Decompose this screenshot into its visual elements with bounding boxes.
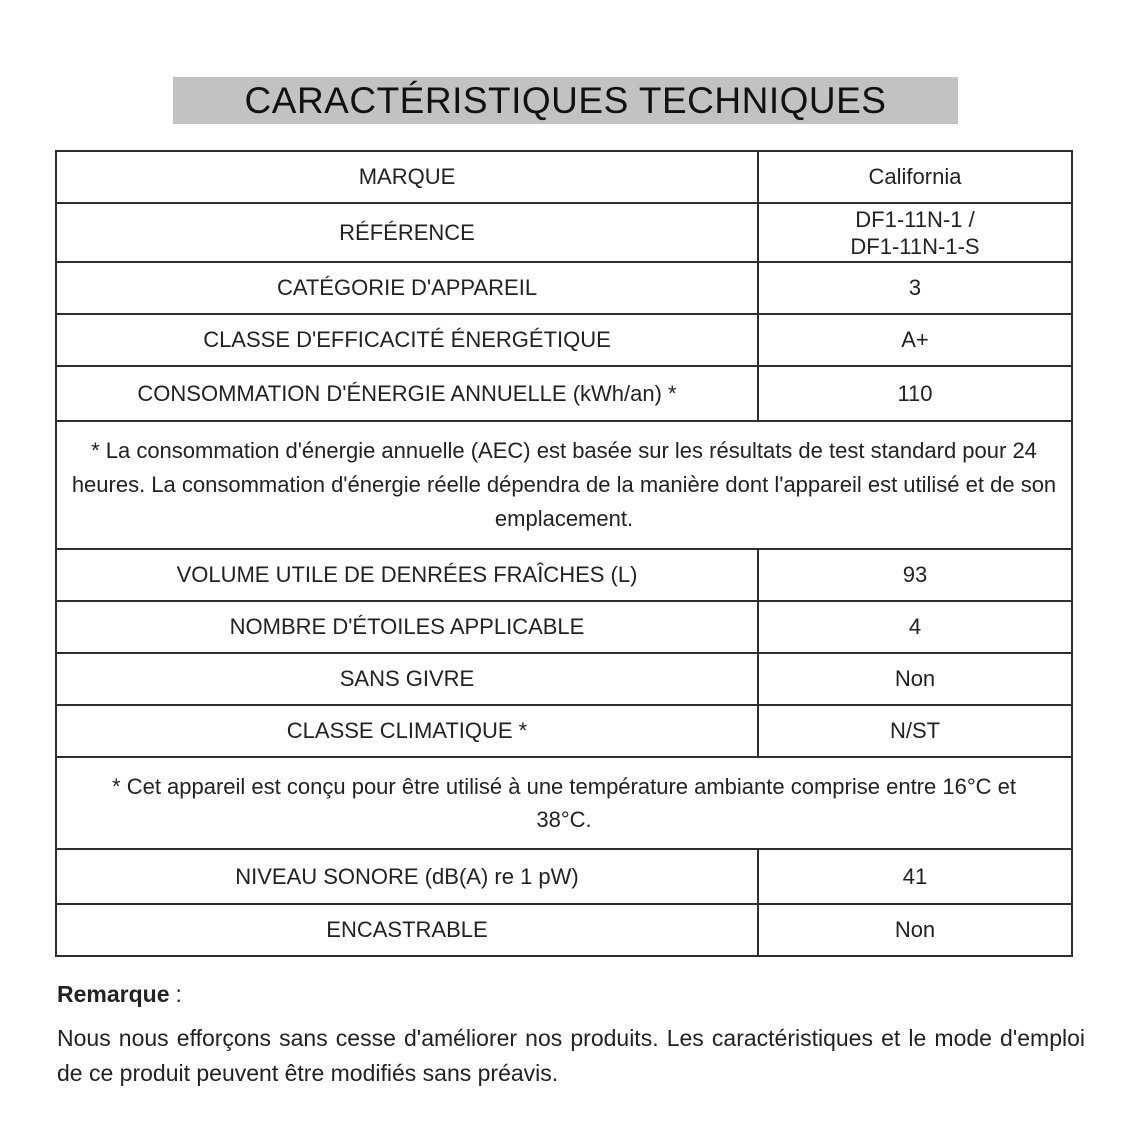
- note-text: * La consommation d'énergie annuelle (AEC) est basée sur les résultats de test standard pour 24 heures. La consommation d'énergie réelle dépendra de la manière dont l'appareil est utilisé et de son emplacement.: [71, 438, 1057, 531]
- row-label: RÉFÉRENCE: [56, 203, 758, 262]
- remark-heading-colon: :: [175, 981, 182, 1007]
- table-row: [56, 549, 1072, 601]
- row-label: NIVEAU SONORE (dB(A) re 1 pW): [56, 849, 758, 904]
- row-value: 93: [758, 549, 1072, 601]
- table-row: [56, 366, 1072, 421]
- row-value: Non: [758, 904, 1072, 956]
- title-bar: [173, 77, 958, 124]
- row-label: VOLUME UTILE DE DENRÉES FRAÎCHES (L): [56, 549, 758, 601]
- row-value: A+: [758, 314, 1072, 366]
- row-value: 4: [758, 601, 1072, 653]
- table-row: [56, 904, 1072, 956]
- row-label: NOMBRE D'ÉTOILES APPLICABLE: [56, 601, 758, 653]
- row-label: CLASSE D'EFFICACITÉ ÉNERGÉTIQUE: [56, 314, 758, 366]
- row-label: CONSOMMATION D'ÉNERGIE ANNUELLE (kWh/an) *: [56, 366, 758, 421]
- table-row: [56, 314, 1072, 366]
- note-text: * Cet appareil est conçu pour être utilisé à une température ambiante comprise entre 16°C et 38°C.: [112, 774, 1016, 832]
- table-row: [56, 849, 1072, 904]
- row-label: SANS GIVRE: [56, 653, 758, 705]
- row-label: CATÉGORIE D'APPAREIL: [56, 262, 758, 314]
- row-value: 41: [758, 849, 1072, 904]
- row-label: ENCASTRABLE: [56, 904, 758, 956]
- table-row: [56, 262, 1072, 314]
- table-note-row: [56, 757, 1072, 849]
- table-note-row: [56, 421, 1072, 549]
- spec-table: [55, 150, 1073, 957]
- note-cell: [56, 757, 1072, 849]
- row-value-line: DF1-11N-1 /: [855, 206, 975, 232]
- row-value: 110: [758, 366, 1072, 421]
- row-value: 3: [758, 262, 1072, 314]
- remark-heading-text: Remarque: [57, 981, 170, 1007]
- row-label: MARQUE: [56, 151, 758, 203]
- row-value: N/ST: [758, 705, 1072, 757]
- remark-section: [57, 981, 1085, 1091]
- table-row: [56, 653, 1072, 705]
- note-cell: [56, 421, 1072, 549]
- row-value: California: [758, 151, 1072, 203]
- remark-heading: [57, 981, 1085, 1008]
- row-value: Non: [758, 653, 1072, 705]
- row-label: CLASSE CLIMATIQUE *: [56, 705, 758, 757]
- page-title: CARACTÉRISTIQUES TECHNIQUES: [244, 79, 887, 121]
- remark-body: Nous nous efforçons sans cesse d'améliorer nos produits. Les caractéristiques et le mode d'emploi de ce produit peuvent être modifiés sans préavis.: [57, 1025, 1085, 1086]
- table-row: [56, 705, 1072, 757]
- table-row: [56, 601, 1072, 653]
- row-value: [758, 203, 1072, 262]
- row-value-line: DF1-11N-1-S: [850, 233, 980, 259]
- table-row: [56, 203, 1072, 262]
- table-row: [56, 151, 1072, 203]
